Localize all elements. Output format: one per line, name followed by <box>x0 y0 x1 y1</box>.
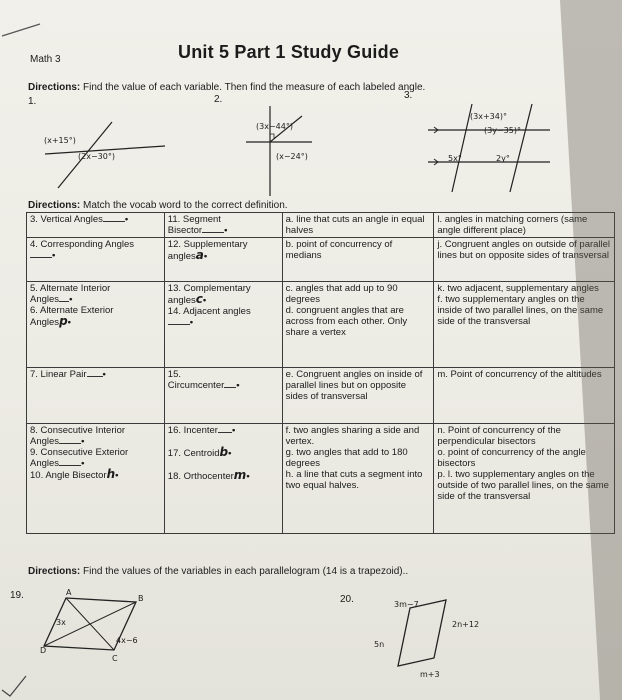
course-label: Math 3 <box>30 54 61 65</box>
problem-19-label-a: 3x <box>56 618 66 627</box>
problem-20-label-c: m+3 <box>420 670 440 679</box>
problem-19-figure <box>36 592 146 664</box>
table-cell: 5. Alternate Interior Angles • 6. Alternate Exterior Anglesp• <box>27 282 165 368</box>
table-row <box>27 238 615 282</box>
vertex-d: D <box>40 646 47 655</box>
table-cell: n. Point of concurrency of the perpendicular bisectors o. point of concurrency of the angle bisectors p. l. two supplementary angles on the outside of two parallel lines, on the same side of the transversal <box>434 424 615 534</box>
table-cell: a. line that cuts an angle in equal halves <box>282 213 434 238</box>
problem-3-label-c: 5x° <box>448 154 462 163</box>
table-cell: j. Congruent angles on outside of parallel lines but on opposite sides of transversal <box>434 238 615 282</box>
table-cell: 12. Supplementary anglesa• <box>164 238 282 282</box>
table-cell: b. point of concurrency of medians <box>282 238 434 282</box>
table-cell: k. two adjacent, supplementary angles f. two supplementary angles on the inside of two parallel lines, on the same side of the transversal <box>434 282 615 368</box>
directions-part2: Directions: Match the vocab word to the correct definition. <box>28 200 288 211</box>
problem-1-label-b: (2x−30°) <box>78 152 115 161</box>
problem-19-number: 19. <box>10 590 24 601</box>
table-cell: c. angles that add up to 90 degrees d. congruent angles that are across from each other. Only share a vertex <box>282 282 434 368</box>
problem-2-number: 2. <box>214 94 223 105</box>
table-cell: e. Congruent angles on inside of parallel lines but on opposite sides of transversal <box>282 368 434 424</box>
problem-20-number: 20. <box>340 594 354 605</box>
problem-20-label-d: 5n <box>374 640 385 649</box>
table-cell: 4. Corresponding Angles • <box>27 238 165 282</box>
table-cell: 15. Circumcenter • <box>164 368 282 424</box>
problem-1-label-a: (x+15°) <box>44 136 76 145</box>
table-row <box>27 424 615 534</box>
check-mark-icon <box>0 672 30 698</box>
directions-part1: Directions: Find the value of each variable. Then find the measure of each labeled angle. <box>28 82 426 93</box>
problem-3-label-a: (3x+34)° <box>470 112 507 121</box>
table-row <box>27 282 615 368</box>
table-cell: 3. Vertical Angles • <box>27 213 165 238</box>
page-title: Unit 5 Part 1 Study Guide <box>178 42 400 62</box>
table-cell: 16. Incenter • 17. Centroidb• 18. Orthocenterm• <box>164 424 282 534</box>
problem-3-label-d: 2y° <box>496 154 510 163</box>
table-cell: 11. Segment Bisector • <box>164 213 282 238</box>
vertex-a: A <box>66 588 72 597</box>
problem-20-label-a: 3m−7 <box>394 600 419 609</box>
problem-19-label-b: 4x−6 <box>116 636 138 645</box>
table-cell: l. angles in matching corners (same angle different place) <box>434 213 615 238</box>
problem-1-number: 1. <box>28 96 37 107</box>
table-row <box>27 368 615 424</box>
table-cell: 7. Linear Pair • <box>27 368 165 424</box>
vocab-match-table <box>26 212 615 534</box>
problem-2-label-a: (3x−44°) <box>256 122 293 131</box>
table-cell: m. Point of concurrency of the altitudes <box>434 368 615 424</box>
vertex-b: B <box>138 594 144 603</box>
table-cell: 8. Consecutive Interior Angles • 9. Consecutive Exterior Angles • 10. Angle Bisectorh• <box>27 424 165 534</box>
table-row <box>27 213 615 238</box>
problem-20-label-b: 2n+12 <box>452 620 480 629</box>
directions-part3: Directions: Find the values of the variables in each parallelogram (14 is a trapezoid).. <box>28 566 409 577</box>
problem-3-label-b: (3y−35)° <box>484 126 521 135</box>
table-cell: 13. Complementary anglesc• 14. Adjacent angles • <box>164 282 282 368</box>
vertex-c: C <box>112 654 118 663</box>
problem-2-label-b: (x−24°) <box>276 152 308 161</box>
pencil-mark-icon <box>0 0 60 40</box>
table-cell: f. two angles sharing a side and vertex. g. two angles that add to 180 degrees h. a line that cuts a segment into two equal halves. <box>282 424 434 534</box>
problem-3-number: 3. <box>404 90 413 101</box>
